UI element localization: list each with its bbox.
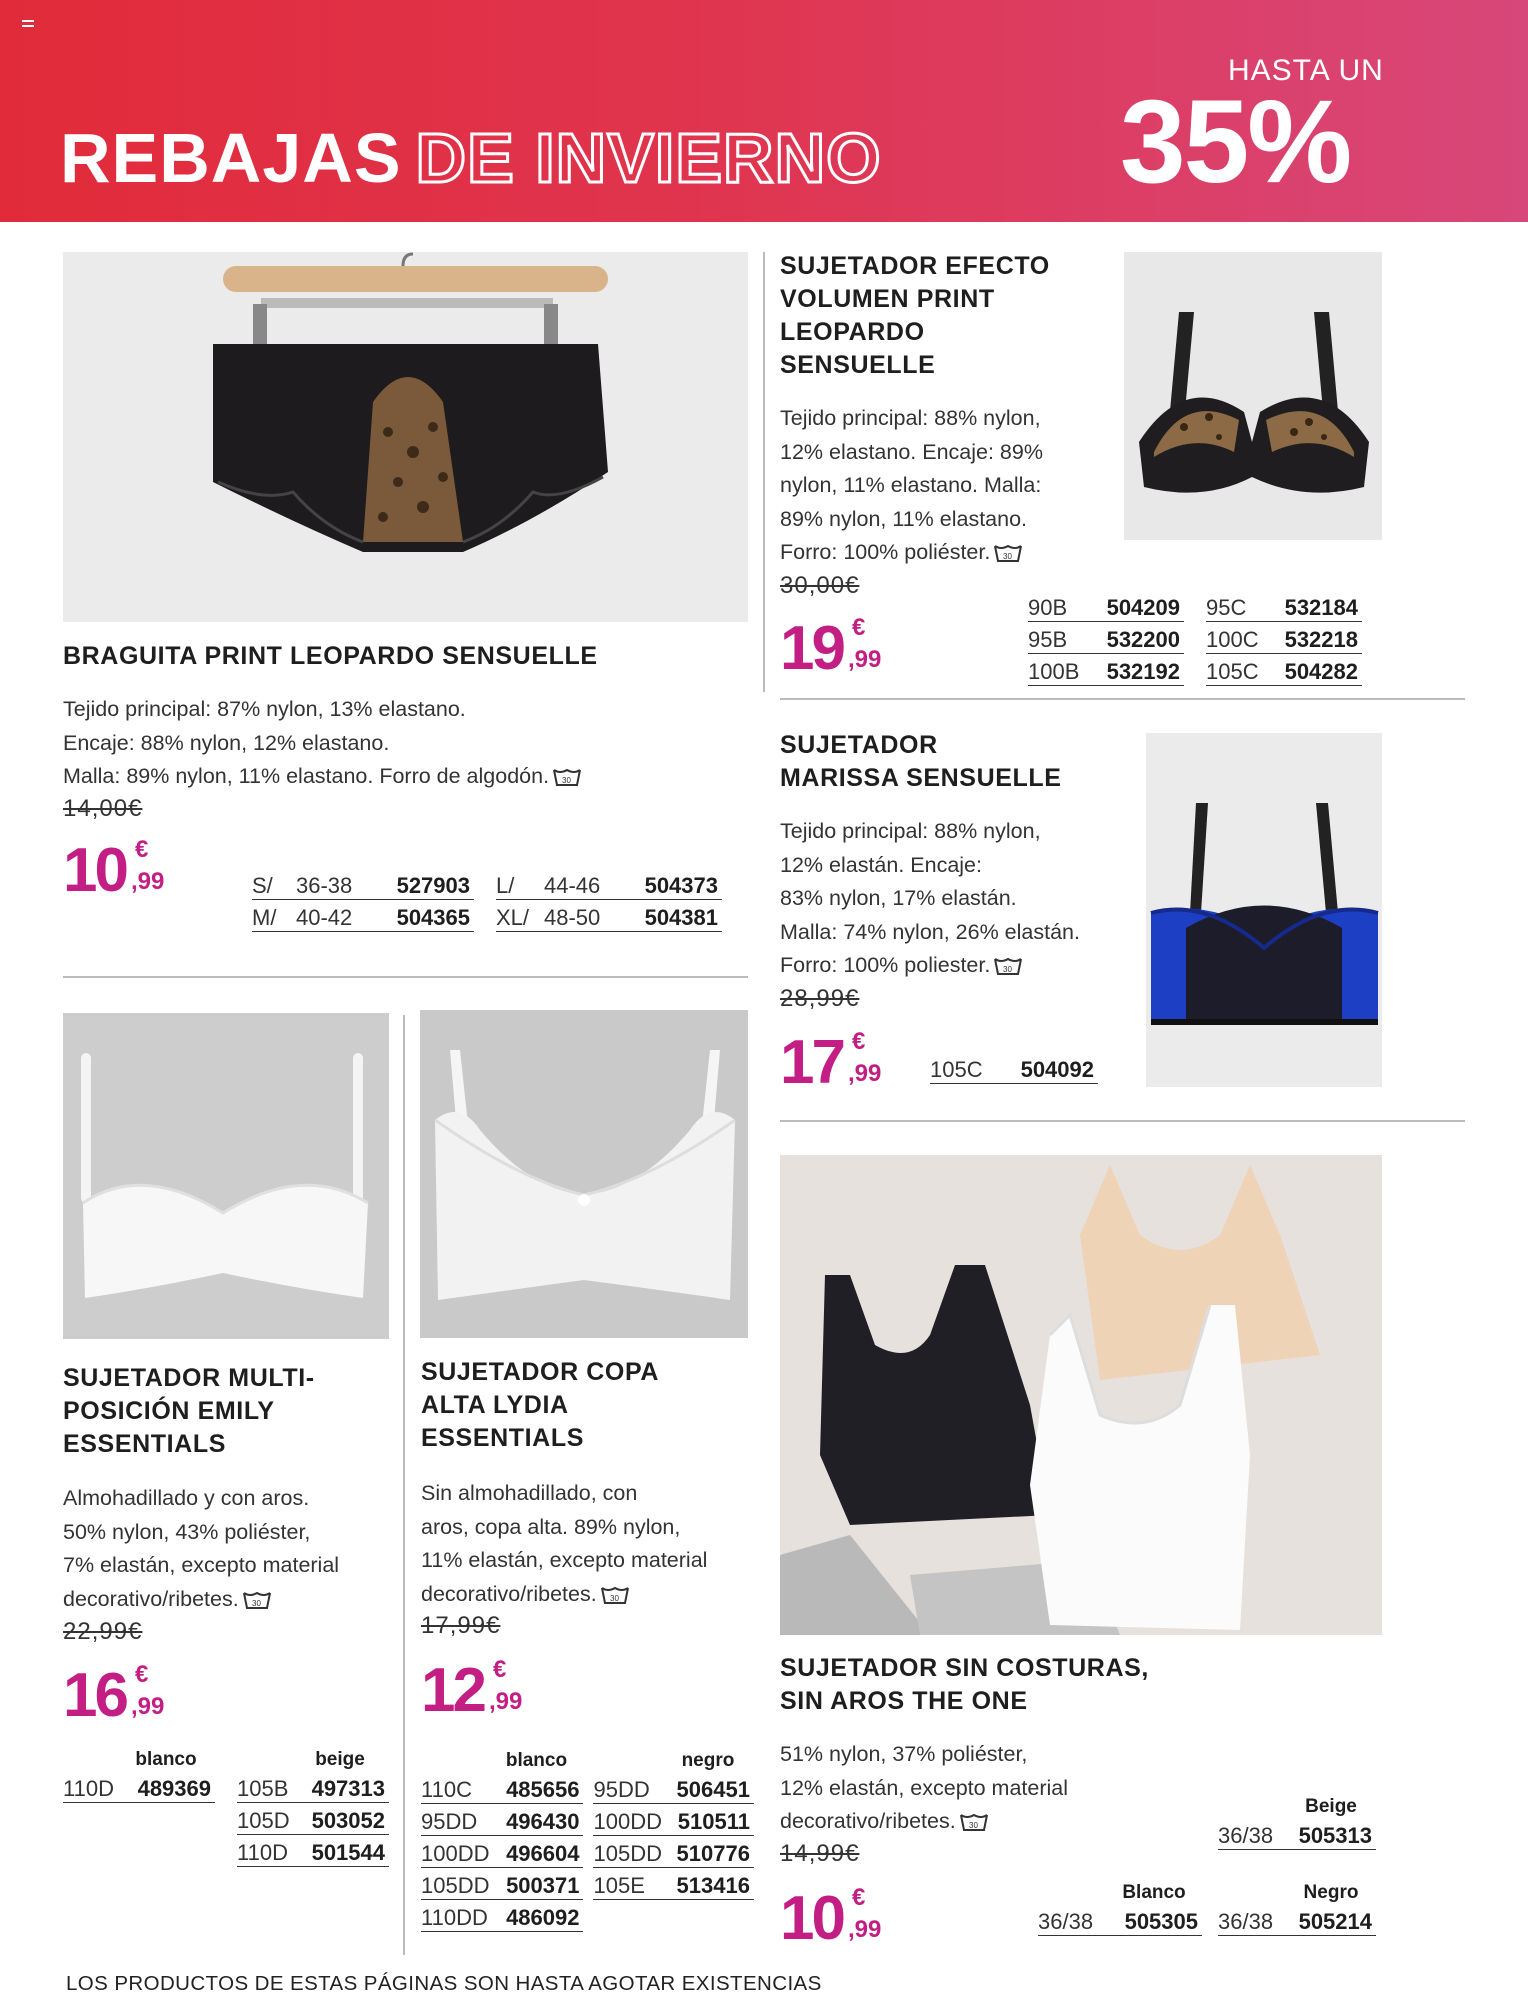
table-row: 105D 503052 <box>63 1803 389 1835</box>
divider <box>763 252 765 692</box>
product-photo-volumen <box>1124 252 1382 540</box>
product-description: Almohadillado y con aros. 50% nylon, 43% poliéster, 7% elastán, excepto material decorativo/ribetes. 30 <box>63 1486 340 1611</box>
wash-30-icon <box>994 543 1022 563</box>
title-bold: REBAJAS <box>60 119 402 197</box>
wash-30-icon <box>960 1812 988 1832</box>
wash-30-icon <box>994 956 1022 976</box>
current-price: 12 € ,99 <box>421 1656 523 1725</box>
table-row: 105C 504092 <box>930 1052 1098 1084</box>
product-photo-lydia <box>420 1010 748 1338</box>
product-photo-marissa <box>1146 733 1382 1087</box>
menu-icon[interactable] <box>22 20 34 28</box>
code-table <box>1028 590 1362 686</box>
color-code-beige: Beige 36/38 505313 <box>1218 1790 1376 1850</box>
color-code-blanco: Blanco 36/38 505305 <box>1038 1876 1202 1936</box>
product-name: SUJETADOR MARISSA SENSUELLE <box>780 731 1062 792</box>
svg-text:30: 30 <box>968 1821 978 1831</box>
table-row: 36/38 505313 <box>1218 1818 1376 1850</box>
product-name: SUJETADOR EFECTO VOLUMEN PRINT LEOPARDO SENSUELLE <box>780 252 1050 379</box>
divider <box>780 1120 1465 1122</box>
product-description: Tejido principal: 88% nylon, 12% elastán. Encaje: 83% nylon, 17% elastán. Malla: 74% nylon, 26% elastán. Forro: 100% poliester. 30 <box>780 819 1080 977</box>
table-row: 100B 532192 105C 504282 <box>1028 654 1362 686</box>
svg-text:30: 30 <box>562 776 571 786</box>
wash-30-icon <box>553 767 581 787</box>
old-price: 30,00€ <box>780 572 860 599</box>
product-description: Tejido principal: 87% nylon, 13% elastano. Encaje: 88% nylon, 12% elastano. Malla: 89% nylon, 11% elastano. Forro de algodón. 30 <box>63 693 581 794</box>
svg-text:30: 30 <box>1003 552 1013 562</box>
page-title <box>60 118 882 198</box>
header-banner <box>0 0 1528 222</box>
wash-30-icon <box>243 1590 271 1610</box>
divider <box>63 976 748 978</box>
code-table: blanco negro 110C 485656 95DD 506451 95DD 496430 100DD 510511 100DD 496604 105DD 510776 105DD 500371 105E 513416 110DD 486092 <box>421 1741 754 1932</box>
product-name: SUJETADOR MULTI- POSICIÓN EMILY ESSENTIALS <box>63 1364 315 1458</box>
code-table <box>252 868 722 932</box>
table-row: 110D 489369 105B 497313 <box>63 1771 389 1803</box>
table-row: 36/38 505214 <box>1218 1904 1376 1936</box>
table-row: M/ 40-42 504365 XL/ 48-50 504381 <box>252 900 722 932</box>
table-row: 95DD 496430 100DD 510511 <box>421 1804 754 1836</box>
current-price: 19 € ,99 <box>780 614 882 683</box>
product-description: 51% nylon, 37% poliéster, 12% elastán, excepto material decorativo/ribetes. 30 <box>780 1742 1069 1833</box>
current-price: 16 € ,99 <box>63 1661 165 1730</box>
current-price: 10 € ,99 <box>63 836 165 905</box>
product-photo-emily <box>63 1013 389 1339</box>
table-row: 90B 504209 95C 532184 <box>1028 590 1362 622</box>
product-description: Sin almohadillado, con aros, copa alta. 89% nylon, 11% elastán, excepto material decorativo/ribetes. 30 <box>421 1481 708 1606</box>
old-price: 28,99€ <box>780 985 860 1012</box>
table-row: 110DD 486092 <box>421 1900 754 1932</box>
svg-text:30: 30 <box>1003 965 1013 975</box>
footer-disclaimer: LOS PRODUCTOS DE ESTAS PÁGINAS SON HASTA AGOTAR EXISTENCIAS <box>66 1972 822 1995</box>
product-photo-the-one <box>780 1155 1382 1635</box>
product-name: SUJETADOR COPA ALTA LYDIA ESSENTIALS <box>421 1358 660 1452</box>
table-row: 110C 485656 95DD 506451 <box>421 1772 754 1804</box>
table-row: 105DD 500371 105E 513416 <box>421 1868 754 1900</box>
product-name: SUJETADOR SIN COSTURAS, SIN AROS THE ONE <box>780 1654 1149 1715</box>
old-price: 14,99€ <box>780 1840 860 1867</box>
table-row: 100DD 496604 105DD 510776 <box>421 1836 754 1868</box>
promo-value: 35% <box>1120 76 1351 208</box>
wash-30-icon <box>601 1585 629 1605</box>
promo-label: HASTA UN <box>1228 54 1384 87</box>
old-price: 14,00€ <box>63 795 143 822</box>
product-photo-braguita <box>63 252 748 622</box>
svg-text:30: 30 <box>609 1593 619 1603</box>
divider <box>780 698 1465 700</box>
old-price: 22,99€ <box>63 1618 143 1645</box>
table-row: 110D 501544 <box>63 1835 389 1867</box>
color-code-negro: Negro 36/38 505214 <box>1218 1876 1376 1936</box>
code-table <box>930 1052 1098 1084</box>
product-name: BRAGUITA PRINT LEOPARDO SENSUELLE <box>63 642 598 670</box>
current-price: 10 € ,99 <box>780 1884 882 1953</box>
table-row: S/ 36-38 527903 L/ 44-46 504373 <box>252 868 722 900</box>
table-row: 95B 532200 100C 532218 <box>1028 622 1362 654</box>
divider <box>403 1015 405 1955</box>
svg-text:30: 30 <box>251 1598 261 1608</box>
code-table: blanco beige 110D 489369 105B 497313 105D 503052 110D 501544 <box>63 1740 389 1867</box>
table-row: 36/38 505305 <box>1038 1904 1202 1936</box>
current-price: 17 € ,99 <box>780 1028 882 1097</box>
title-outline: DE INVIERNO <box>415 119 882 197</box>
product-description: Tejido principal: 88% nylon, 12% elastano. Encaje: 89% nylon, 11% elastano. Malla: 89% nylon, 11% elastano. Forro: 100% poliéster. 30 <box>780 406 1043 564</box>
old-price: 17,99€ <box>421 1612 501 1639</box>
